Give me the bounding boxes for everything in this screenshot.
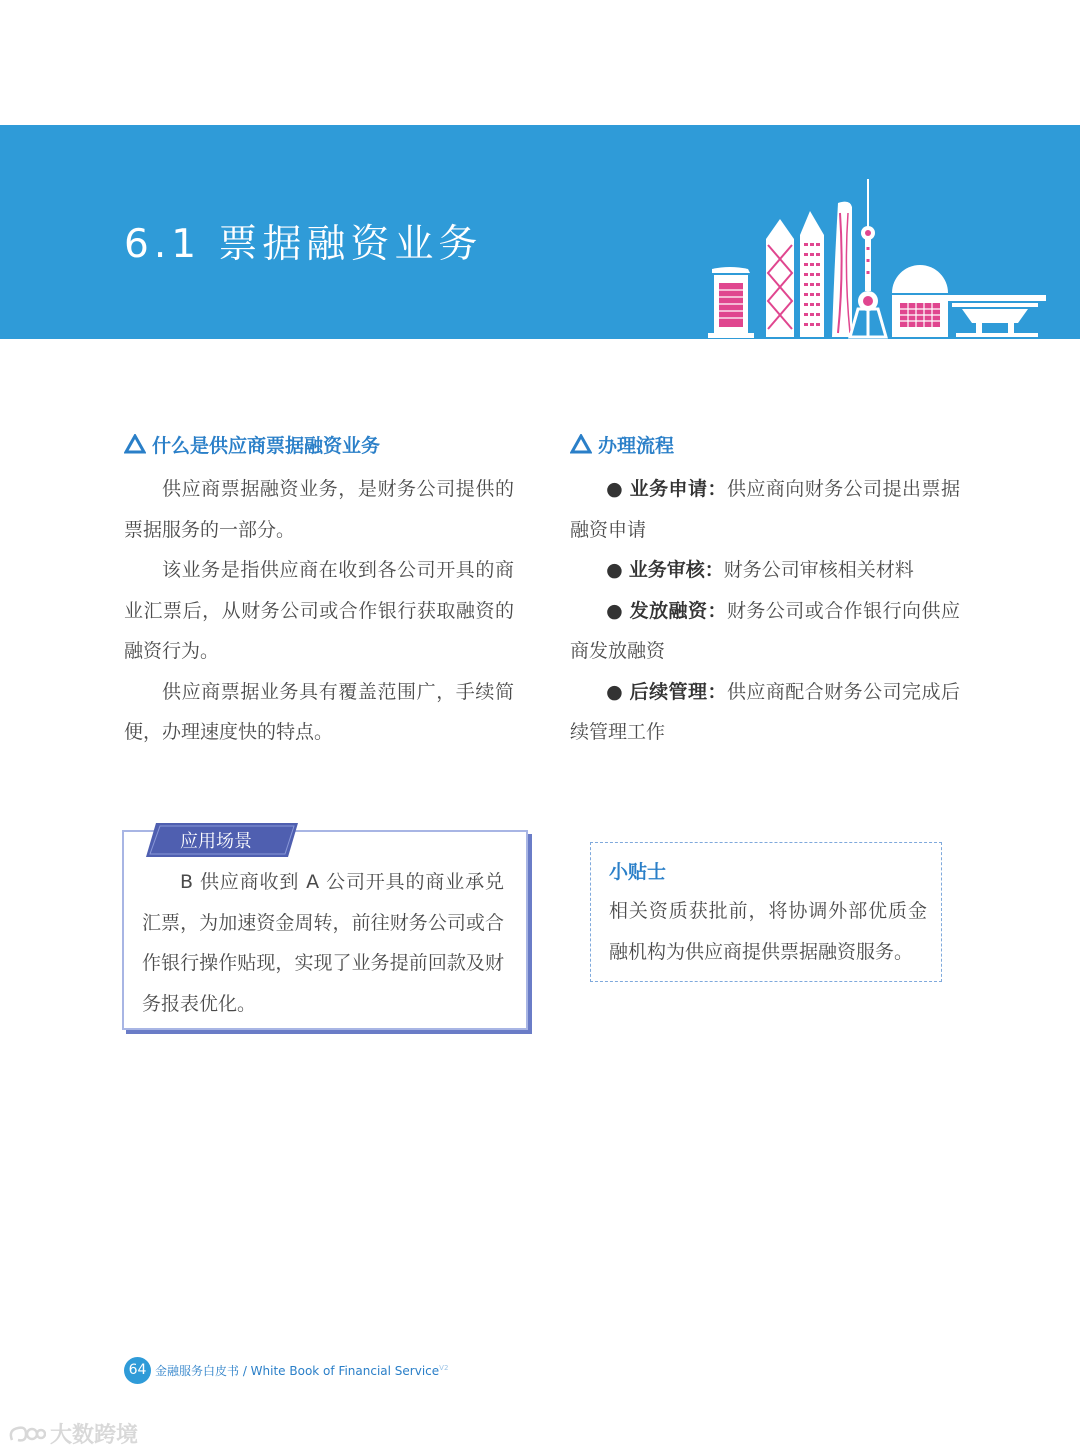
feature-paragraph: 供应商票据业务具有覆盖范围广，手续简便，办理速度快的特点。 bbox=[124, 680, 514, 743]
book-title-text: 金融服务白皮书 / White Book of Financial Service bbox=[155, 1363, 440, 1378]
process-step bbox=[570, 591, 960, 672]
right-column bbox=[570, 428, 960, 753]
process-step bbox=[570, 550, 960, 591]
tip-box bbox=[590, 842, 942, 982]
watermark-text: 大数跨境 bbox=[50, 1423, 139, 1448]
watermark bbox=[6, 1418, 138, 1449]
definition-paragraph: 该业务是指供应商在收到各公司开具的商业汇票后，从财务公司或合作银行获取融资的融资行为。 bbox=[124, 559, 514, 662]
city-skyline-illustration bbox=[700, 173, 1060, 339]
intro-paragraph: 供应商票据融资业务，是财务公司提供的票据服务的一部分。 bbox=[124, 478, 514, 541]
step-term: 发放融资： bbox=[629, 599, 727, 622]
watermark-logo-icon bbox=[6, 1422, 46, 1446]
bullet-icon: ● bbox=[606, 680, 624, 703]
step-text: 供应商向财务公司提出票据融资申请 bbox=[570, 478, 960, 541]
process-step bbox=[570, 469, 960, 550]
scenario-label: 应用场景 bbox=[180, 831, 252, 852]
step-term: 后续管理： bbox=[629, 680, 727, 703]
left-column bbox=[124, 428, 514, 753]
right-heading-text: 办理流程 bbox=[598, 434, 675, 457]
page-footer bbox=[124, 1355, 448, 1385]
scenario-text: B 供应商收到 A 公司开具的商业承兑汇票，为加速资金周转，前往财务公司或合作银行操作贴现，实现了业务提前回款及财务报表优化。 bbox=[142, 871, 504, 1015]
page-number: 64 bbox=[124, 1357, 151, 1384]
bullet-icon: ● bbox=[606, 559, 623, 581]
section-banner bbox=[0, 125, 1080, 339]
scenario-box bbox=[122, 830, 528, 1030]
left-section-heading bbox=[124, 428, 514, 460]
tip-title: 小贴士 bbox=[609, 861, 667, 883]
right-section-heading bbox=[570, 428, 960, 460]
step-text: 财务公司审核相关材料 bbox=[723, 559, 914, 581]
triangle-icon bbox=[124, 434, 146, 454]
process-step bbox=[570, 672, 960, 753]
step-text: 财务公司或合作银行向供应商发放融资 bbox=[570, 599, 960, 662]
section-title: 6.1 票据融资业务 bbox=[124, 222, 483, 267]
book-version: V2 bbox=[439, 1363, 449, 1372]
bullet-icon: ● bbox=[606, 599, 624, 622]
book-title bbox=[155, 1362, 448, 1379]
left-heading-text: 什么是供应商票据融资业务 bbox=[152, 434, 381, 457]
step-term: 业务申请： bbox=[629, 478, 727, 500]
step-text: 供应商配合财务公司完成后续管理工作 bbox=[570, 680, 960, 743]
tip-text: 相关资质获批前，将协调外部优质金融机构为供应商提供票据融资服务。 bbox=[609, 900, 927, 963]
scenario-tab bbox=[146, 823, 298, 857]
bullet-icon: ● bbox=[606, 478, 624, 500]
step-term: 业务审核： bbox=[628, 559, 724, 581]
triangle-icon bbox=[570, 434, 592, 454]
